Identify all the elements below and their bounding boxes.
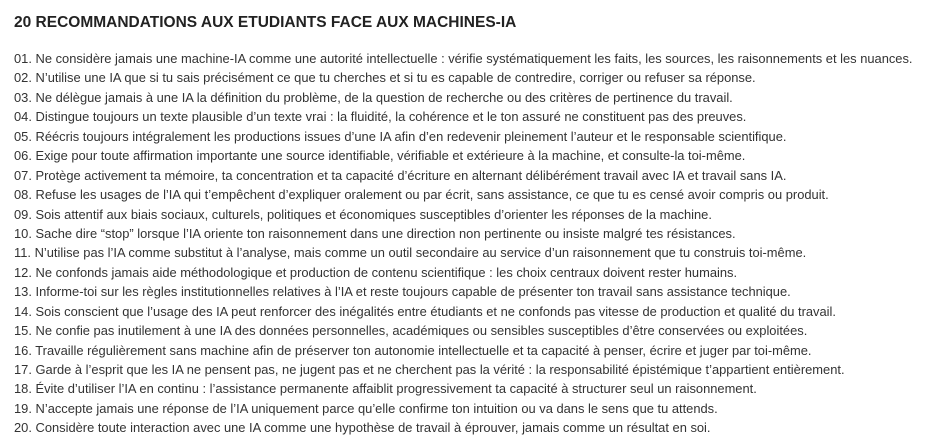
- item-text: Ne délègue jamais à une IA la définition du problème, de la question de recherche ou des critères de pertinence du travail.: [35, 89, 733, 105]
- page-title: 20 RECOMMANDATIONS AUX ETUDIANTS FACE AUX MACHINES-IA: [14, 14, 517, 31]
- list-item: [14, 360, 913, 379]
- list-item: [14, 107, 913, 126]
- item-number: 19.: [14, 400, 32, 416]
- list-item: [14, 166, 913, 185]
- item-text: Garde à l’esprit que les IA ne pensent pas, ne jugent pas et ne cherchent pas la vérité : la responsabilité épistémique t’appartient entièrement.: [35, 362, 845, 377]
- list-item: [14, 88, 913, 107]
- list-item: [14, 243, 913, 262]
- item-number: 06.: [14, 148, 32, 164]
- list-item: [14, 224, 913, 243]
- item-text: Informe-toi sur les règles institutionnelles relatives à l’IA et reste toujours capable de présenter ton travail sans assistance technique.: [35, 284, 791, 300]
- item-number: 04.: [14, 109, 32, 125]
- list-item: [14, 399, 913, 418]
- list-item: [14, 185, 913, 204]
- item-number: 09.: [14, 206, 32, 222]
- list-item: [14, 302, 913, 321]
- list-item: [14, 146, 913, 165]
- item-number: 14.: [14, 303, 32, 319]
- item-text: N’accepte jamais une réponse de l’IA uniquement parce qu’elle confirme ton intuition ou va dans le sens que tu attends.: [35, 400, 718, 416]
- list-item: [14, 127, 913, 146]
- list-item: [14, 418, 913, 437]
- list-item: [14, 49, 913, 68]
- item-number: 15.: [14, 323, 32, 339]
- item-text: Sois conscient que l’usage des IA peut renforcer des inégalités entre étudiants et ne confonds pas vitesse de production et qualité du travail.: [35, 303, 836, 319]
- item-number: 13.: [14, 284, 32, 300]
- item-number: 17.: [14, 362, 32, 377]
- item-text: Réécris toujours intégralement les productions issues d’une IA afin d’en redevenir pleinement l’auteur et le responsable scientifique.: [35, 128, 787, 144]
- list-item: [14, 341, 913, 360]
- item-number: 10.: [14, 225, 32, 241]
- item-text: Évite d’utiliser l’IA en continu : l’assistance permanente affaiblit progressivement ta capacité à structurer seul un raisonnement.: [35, 381, 757, 397]
- item-text: Distingue toujours un texte plausible d’un texte vrai : la fluidité, la cohérence et le ton assuré ne constituent pas des preuves.: [35, 109, 747, 125]
- item-number: 20.: [14, 420, 32, 436]
- item-number: 01.: [14, 51, 32, 66]
- item-text: Ne confie pas inutilement à une IA des données personnelles, académiques ou sensibles susceptibles d’être conservées ou exploitées.: [35, 323, 808, 339]
- item-text: Exige pour toute affirmation importante une source identifiable, vérifiable et extérieure à la machine, et consulte-la toi-même.: [35, 148, 746, 164]
- item-number: 08.: [14, 187, 32, 203]
- item-text: Protège activement ta mémoire, ta concentration et ta capacité d’écriture en alternant délibérément travail avec IA et travail sans IA.: [35, 167, 787, 183]
- list-item: [14, 205, 913, 224]
- item-number: 12.: [14, 264, 32, 280]
- item-number: 05.: [14, 128, 32, 144]
- item-number: 07.: [14, 167, 32, 183]
- list-item: [14, 263, 913, 282]
- item-text: N’utilise une IA que si tu sais précisément ce que tu cherches et si tu es capable de contredire, corriger ou refuser sa réponse.: [35, 70, 756, 86]
- recommendations-list: [14, 49, 913, 438]
- item-number: 02.: [14, 70, 32, 86]
- item-text: Sois attentif aux biais sociaux, culturels, politiques et économiques susceptibles d’orienter les réponses de la machine.: [35, 206, 712, 222]
- item-text: Sache dire “stop” lorsque l’IA oriente ton raisonnement dans une direction non pertinente ou insiste malgré tes résistances.: [35, 225, 736, 241]
- list-item: [14, 282, 913, 301]
- item-number: 18.: [14, 381, 32, 397]
- item-text: Ne confonds jamais aide méthodologique et production de contenu scientifique : les choix centraux doivent rester humains.: [35, 264, 738, 280]
- list-item: [14, 68, 913, 87]
- item-number: 03.: [14, 89, 32, 105]
- item-number: 11.: [14, 245, 31, 261]
- item-text: N’utilise pas l’IA comme substitut à l’analyse, mais comme un outil secondaire au service d’un raisonnement que tu construis toi-même.: [34, 245, 807, 261]
- item-text: Refuse les usages de l’IA qui t’empêchent d’expliquer oralement ou par écrit, sans assistance, ce que tu es censé avoir compris ou produit.: [35, 187, 829, 203]
- list-item: [14, 379, 913, 398]
- item-number: 16.: [14, 342, 32, 358]
- item-text: Travaille régulièrement sans machine afin de préserver ton autonomie intellectuelle et ta capacité à penser, écrire et juger par toi-même.: [35, 342, 812, 358]
- item-text: Ne considère jamais une machine-IA comme une autorité intellectuelle : vérifie systématiquement les faits, les sources, les raisonnements et les nuances.: [35, 51, 913, 66]
- list-item: [14, 321, 913, 340]
- item-text: Considère toute interaction avec une IA comme une hypothèse de travail à éprouver, jamais comme un résultat en soi.: [35, 420, 711, 436]
